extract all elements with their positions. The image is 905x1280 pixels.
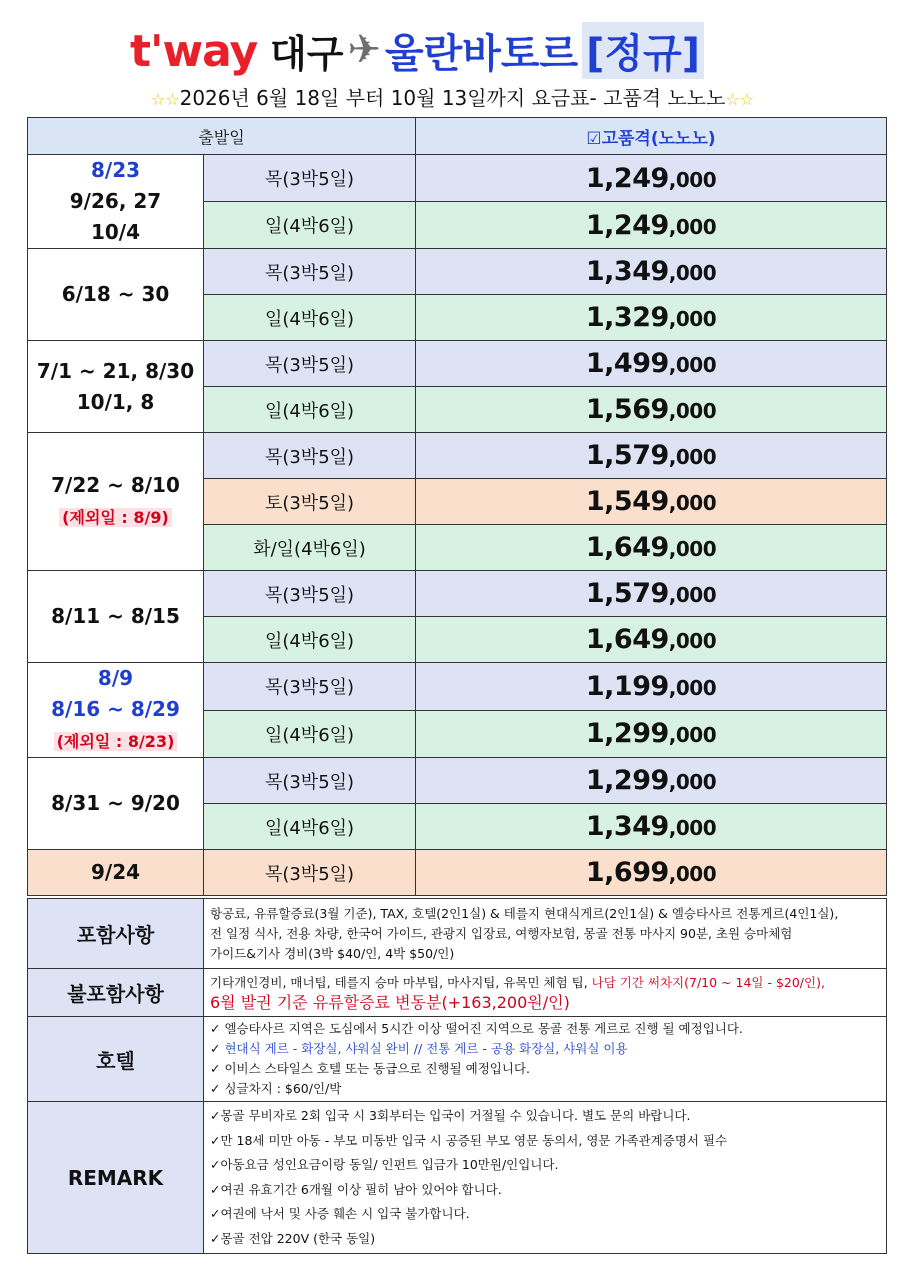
hotel-ger-note: 현대식 게르 - 화장실, 샤워실 완비 // 전통 게르 - 공용 화장실, 샤워실 이용: [224, 1041, 628, 1056]
price-row: [28, 758, 887, 804]
remark-line: ✓만 18세 미만 아동 - 부모 미동반 입국 시 공증된 부모 영문 동의서, 영문 가족관계증명서 필수: [210, 1132, 728, 1148]
regular-tag: [정규]: [582, 22, 704, 79]
price-tail: ,000: [668, 214, 717, 239]
departure-date: 8/11 ~ 8/15: [51, 604, 180, 628]
hotel-line: ✓ 싱글차지 : $60/인/박: [210, 1081, 342, 1096]
price-row: [28, 341, 887, 387]
price-value: 1,649: [585, 532, 669, 563]
included-line: 항공료, 유류할증료(3월 기준), TAX, 호텔(2인1실) & 테를지 현대식게르(2인1실) & 엘승타사르 전통게르(4인1실),: [210, 905, 839, 921]
destination-city: 울란바토르: [384, 30, 579, 77]
price-cell: [416, 433, 887, 479]
price-cell: [416, 295, 887, 341]
price-cell: [416, 387, 887, 433]
price-tail: ,000: [668, 629, 717, 653]
price-cell: [416, 479, 887, 525]
departure-dates: [28, 155, 204, 249]
price-row: [28, 249, 887, 295]
price-cell: [416, 571, 887, 617]
price-cell: [416, 202, 887, 249]
departure-date: 8/16 ~ 8/29: [51, 697, 180, 721]
departure-dates: [28, 571, 204, 663]
departure-date: 8/31 ~ 9/20: [51, 791, 180, 815]
page-title: [270, 20, 704, 80]
trip-duration: 목(3박5일): [204, 758, 416, 804]
price-tail: ,000: [668, 723, 717, 748]
departure-dates: [28, 663, 204, 758]
price-cell: [416, 710, 887, 758]
price-value: 1,199: [585, 670, 669, 702]
remark-line: ✓여권 유효기간 6개월 이상 필히 남아 있어야 합니다.: [210, 1181, 502, 1197]
remark-line: ✓여권에 낙서 및 사증 훼손 시 입국 불가합니다.: [210, 1206, 470, 1221]
price-tail: ,000: [668, 261, 717, 285]
departure-date: 9/24: [90, 860, 141, 884]
departure-dates: [28, 249, 204, 341]
departure-date: 8/23: [90, 158, 141, 182]
excluded-surcharge: 나담 기간 써차지(7/10 ~ 14일 - $20/인),: [587, 974, 825, 990]
price-tail: ,000: [668, 491, 717, 515]
price-cell: [416, 758, 887, 804]
price-tail: ,000: [668, 862, 717, 886]
check-icon: ✓: [210, 1041, 225, 1056]
price-tail: ,000: [668, 816, 717, 840]
trip-duration: 목(3박5일): [204, 663, 416, 711]
departure-dates: [28, 758, 204, 850]
price-tail: ,000: [668, 353, 717, 377]
departure-date: 9/26, 27: [69, 189, 162, 213]
price-value: 1,579: [585, 578, 669, 609]
info-table: [27, 898, 887, 1254]
departure-dates: [28, 433, 204, 571]
departure-date: 7/22 ~ 8/10: [51, 473, 180, 497]
trip-duration: 일(4박6일): [204, 202, 416, 249]
price-row: [28, 663, 887, 711]
price-value: 1,329: [585, 302, 669, 333]
included-line: 가이드&기사 경비(3박 $40/인, 4박 $50/인): [210, 945, 455, 961]
price-tail: ,000: [668, 770, 717, 794]
price-value: 1,249: [585, 209, 669, 241]
remark-line: ✓아동요금 성인요금이랑 동일/ 인펀트 입금가 10만원/인입니다.: [210, 1157, 559, 1172]
price-row: [28, 433, 887, 479]
price-value: 1,579: [585, 440, 669, 471]
price-value: 1,569: [585, 394, 669, 425]
price-value: 1,699: [585, 857, 669, 888]
excluded-label: 불포함사항: [28, 969, 204, 1017]
price-row: [28, 155, 887, 202]
price-cell: [416, 155, 887, 202]
price-value: 1,349: [585, 256, 669, 287]
star-icon: ☆☆: [725, 90, 755, 109]
trip-duration: 토(3박5일): [204, 479, 416, 525]
trip-duration: 일(4박6일): [204, 804, 416, 850]
price-tail: ,000: [668, 399, 717, 423]
grade-column-header: ☑고품격(노노노): [416, 118, 887, 155]
price-tail: ,000: [668, 537, 717, 561]
price-cell: [416, 617, 887, 663]
price-value: 1,299: [585, 765, 669, 796]
departure-dates: [28, 850, 204, 896]
departure-date: 10/4: [90, 220, 141, 244]
included-line: 전 일정 식사, 전용 차량, 한국어 가이드, 관광지 입장료, 여행자보험, 몽골 전통 마사지 90분, 초원 승마체험: [210, 925, 793, 941]
price-cell: [416, 850, 887, 896]
excluded-text: 기타개인경비, 매너팁, 테를지 승마 마부팁, 마사지팁, 유목민 체험 팁,: [210, 974, 588, 990]
price-table: [27, 117, 887, 896]
hotel-content: [204, 1017, 887, 1102]
included-label: 포함사항: [28, 899, 204, 969]
price-tail: ,000: [668, 445, 717, 469]
remark-line: ✓몽골 무비자로 2회 입국 시 3회부터는 입국이 거절될 수 있습니다. 별도 문의 바랍니다.: [210, 1108, 691, 1123]
price-cell: [416, 804, 887, 850]
price-tail: ,000: [668, 307, 717, 331]
trip-duration: 목(3박5일): [204, 155, 416, 202]
hotel-line: ✓ 엘승타사르 지역은 도심에서 5시간 이상 떨어진 지역으로 몽골 전통 게르로 진행 될 예정입니다.: [210, 1021, 743, 1036]
page-header: [0, 0, 905, 115]
remark-label: REMARK: [28, 1102, 204, 1254]
price-cell: [416, 525, 887, 571]
departure-date: (제외일 : 8/23): [54, 732, 178, 751]
price-tail: ,000: [668, 583, 717, 607]
price-row: [28, 850, 887, 896]
origin-city: 대구: [270, 31, 344, 76]
tway-logo: t'way: [130, 26, 258, 77]
remark-line: ✓몽골 전압 220V (한국 동일): [210, 1230, 376, 1246]
trip-duration: 목(3박5일): [204, 341, 416, 387]
airplane-icon: ✈: [347, 27, 381, 73]
price-cell: [416, 249, 887, 295]
price-value: 1,299: [585, 718, 669, 750]
trip-duration: 일(4박6일): [204, 617, 416, 663]
price-tail: ,000: [668, 167, 717, 192]
trip-duration: 화/일(4박6일): [204, 525, 416, 571]
trip-duration: 목(3박5일): [204, 249, 416, 295]
price-value: 1,549: [585, 486, 669, 517]
trip-duration: 일(4박6일): [204, 295, 416, 341]
price-value: 1,249: [585, 162, 669, 194]
price-tail: ,000: [668, 675, 717, 700]
trip-duration: 목(3박5일): [204, 433, 416, 479]
departure-date: 10/1, 8: [76, 389, 155, 414]
trip-duration: 목(3박5일): [204, 571, 416, 617]
departure-date: 8/9: [97, 666, 134, 690]
price-cell: [416, 341, 887, 387]
departure-date: (제외일 : 8/9): [59, 508, 172, 527]
departure-date: 7/1 ~ 21, 8/30: [36, 358, 195, 383]
page-subtitle: [0, 82, 905, 111]
departure-dates: [28, 341, 204, 433]
excluded-fuel-surcharge: 6월 발권 기준 유류할증료 변동분(+163,200원/인): [210, 992, 570, 1012]
price-value: 1,499: [585, 348, 669, 379]
departure-column-header: 출발일: [28, 118, 416, 155]
trip-duration: 일(4박6일): [204, 387, 416, 433]
price-cell: [416, 663, 887, 711]
price-value: 1,349: [585, 811, 669, 842]
price-row: [28, 571, 887, 617]
departure-date: 6/18 ~ 30: [61, 282, 170, 306]
trip-duration: 목(3박5일): [204, 850, 416, 896]
excluded-content: [204, 969, 887, 1017]
subtitle-text: 2026년 6월 18일 부터 10월 13일까지 요금표- 고품격 노노노: [179, 86, 726, 110]
star-icon: ☆☆: [150, 90, 180, 109]
remark-content: [204, 1102, 887, 1254]
included-content: [204, 899, 887, 969]
price-value: 1,649: [585, 624, 669, 655]
hotel-label: 호텔: [28, 1017, 204, 1102]
trip-duration: 일(4박6일): [204, 710, 416, 758]
hotel-line: ✓ 이비스 스타일스 호텔 또는 동급으로 진행될 예정입니다.: [210, 1061, 530, 1076]
